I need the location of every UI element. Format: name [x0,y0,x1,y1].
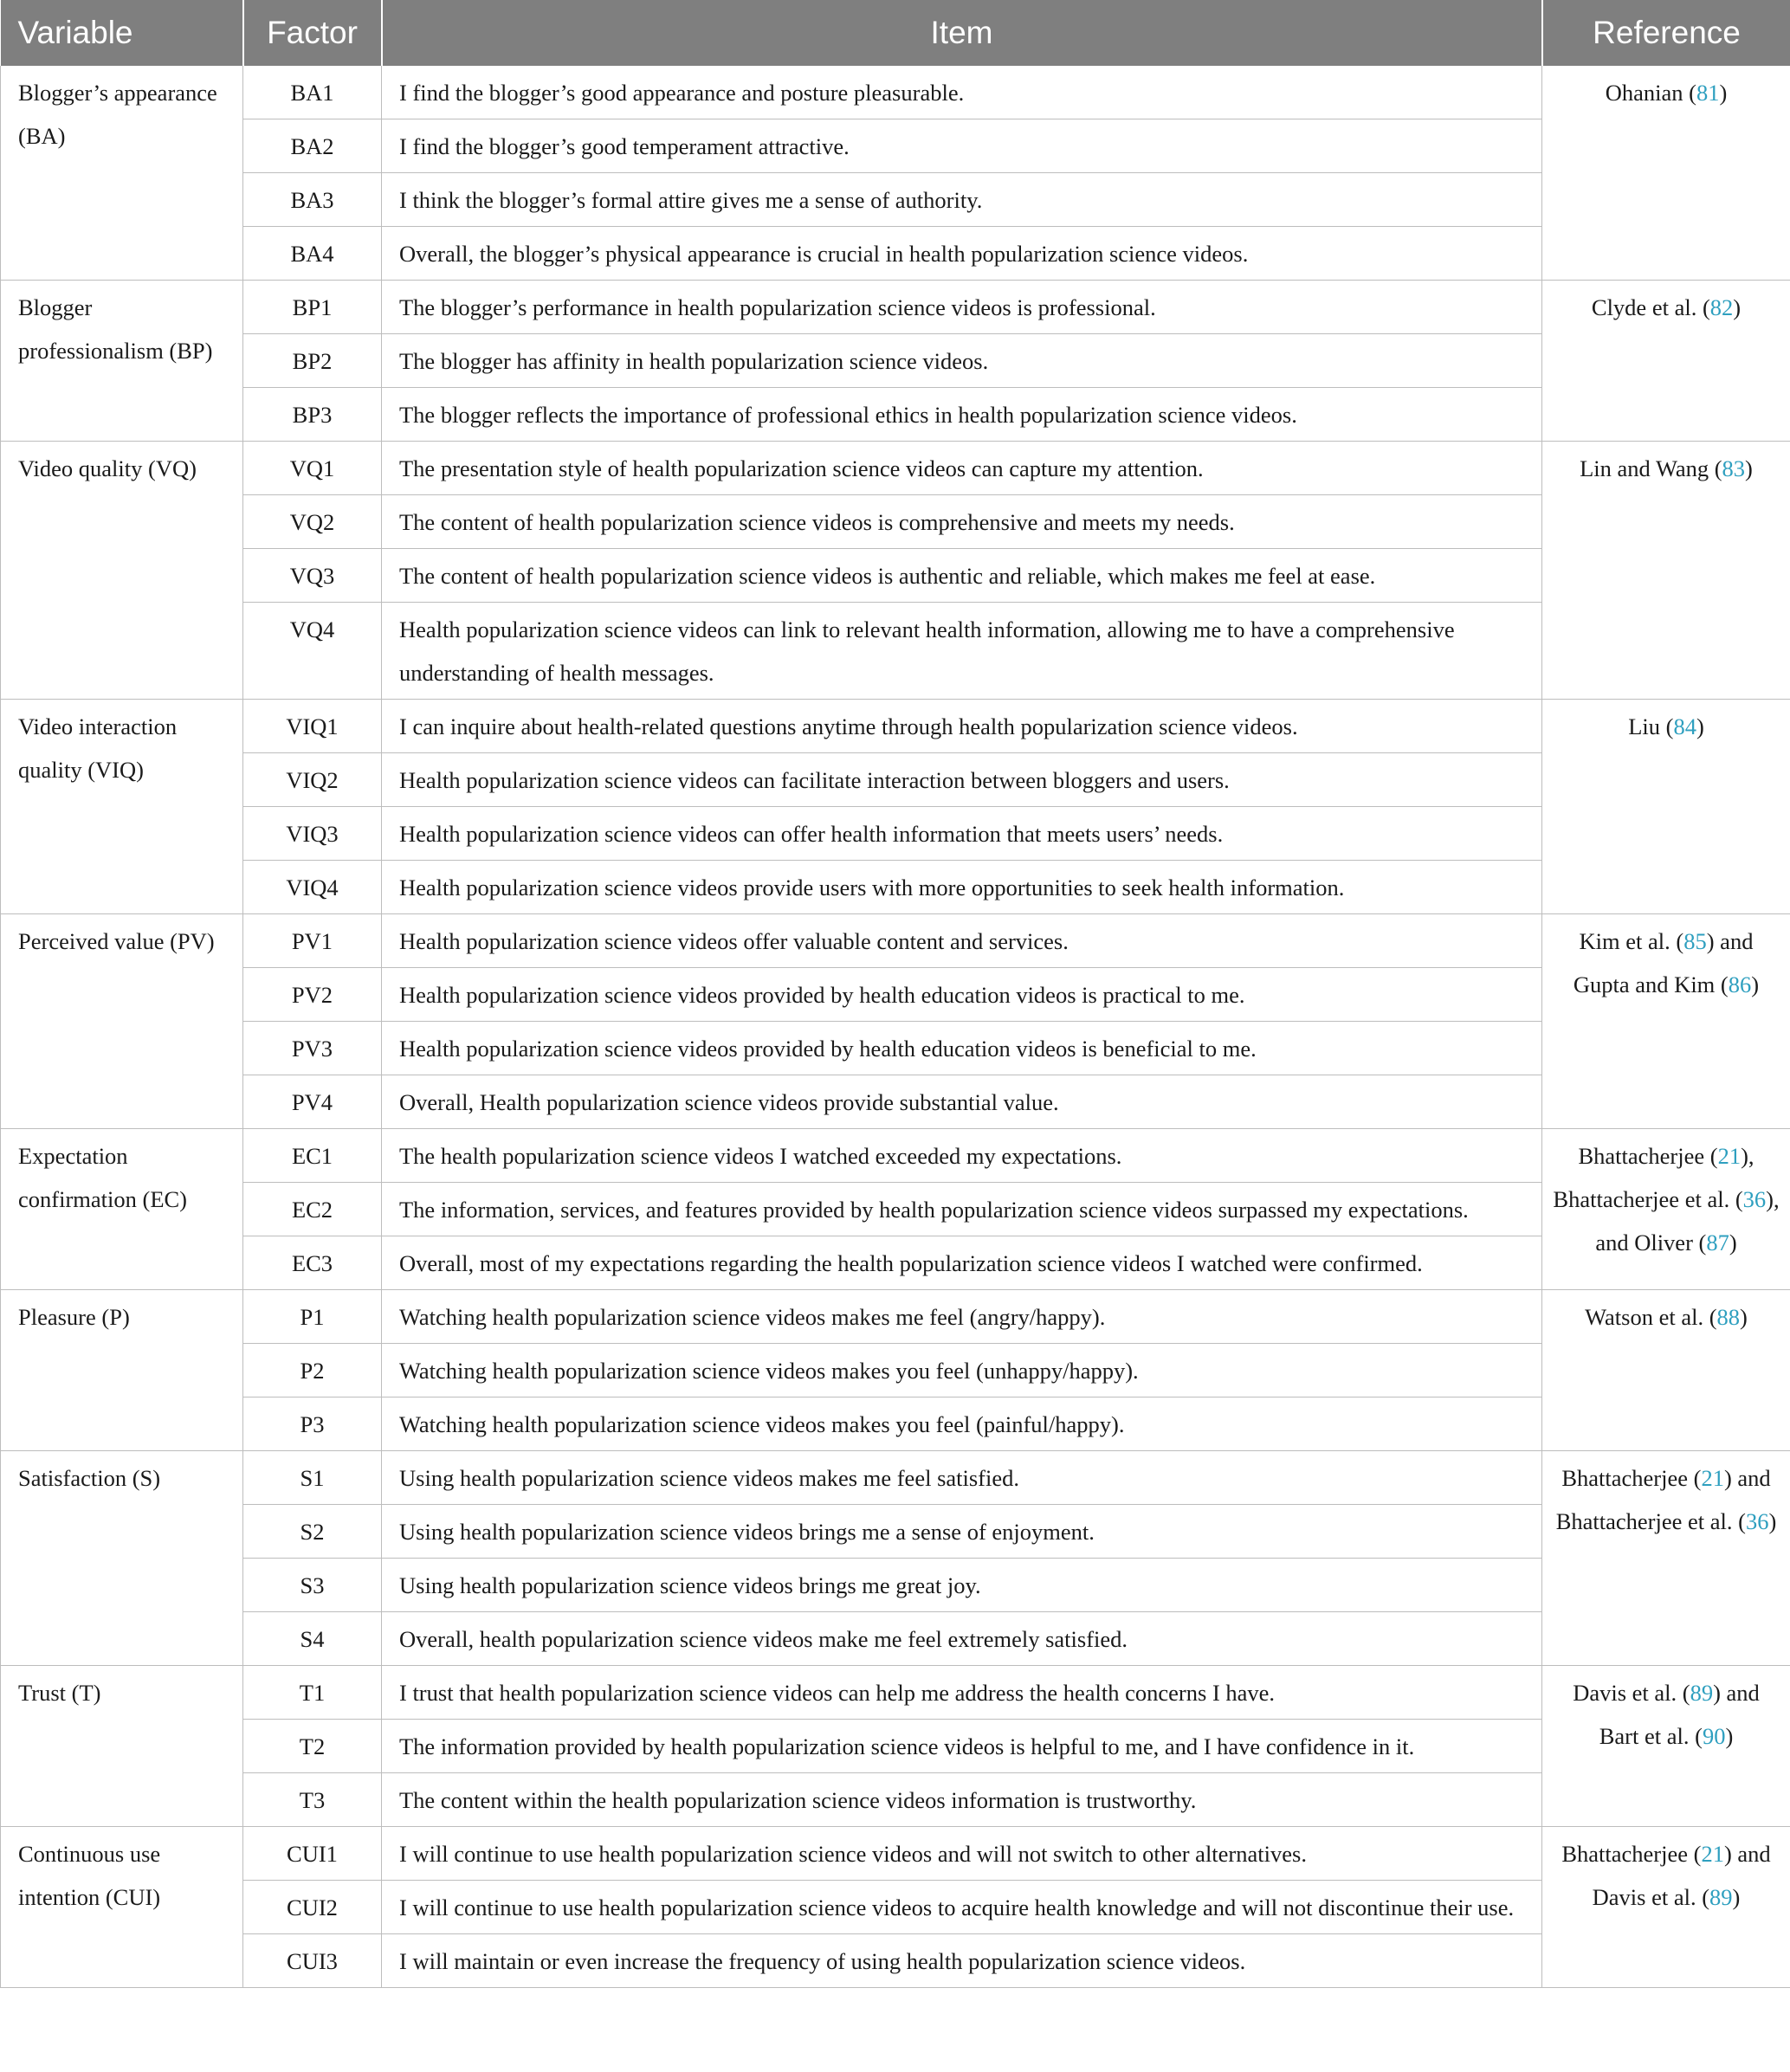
table-row [1,334,1790,388]
reference-text: Bhattacherjee ( [1578,1143,1718,1169]
table-row [1,1612,1790,1666]
reference-text: ) [1729,1230,1737,1255]
factor-cell: PV4 [243,1075,382,1129]
citation-link[interactable]: 21 [1701,1841,1724,1867]
factor-cell: EC3 [243,1236,382,1290]
factor-cell: T1 [243,1666,382,1720]
factor-cell: VQ2 [243,495,382,549]
reference-text: ) and Davis et al. ( [1592,1841,1771,1910]
item-cell: Overall, the blogger’s physical appearance is crucial in health popularization science videos. [382,227,1542,281]
item-cell: Watching health popularization science videos makes me feel (angry/happy). [382,1290,1542,1344]
item-cell: I will continue to use health popularization science videos to acquire health knowledge and will not discontinue their use. [382,1881,1542,1934]
variable-cell: Video quality (VQ) [1,442,243,700]
reference-text: ) [1732,1884,1741,1910]
item-cell: I think the blogger’s formal attire gives me a sense of authority. [382,173,1542,227]
variable-cell: Continuous use intention (CUI) [1,1827,243,1988]
table-row [1,173,1790,227]
reference-cell [1542,1290,1790,1451]
reference-cell [1542,442,1790,700]
table-row [1,1666,1790,1720]
header-variable: Variable [1,0,243,66]
citation-link[interactable]: 36 [1745,1508,1769,1534]
reference-text: Watson et al. ( [1585,1304,1717,1330]
variable-cell: Perceived value (PV) [1,914,243,1129]
citation-link[interactable]: 89 [1709,1884,1733,1910]
header-factor: Factor [243,0,382,66]
item-cell: Overall, health popularization science videos make me feel extremely satisfied. [382,1612,1542,1666]
table-row [1,1397,1790,1451]
variable-cell: Video interaction quality (VIQ) [1,700,243,914]
factor-cell: VIQ1 [243,700,382,753]
reference-text: ) [1696,713,1704,739]
item-cell: Health popularization science videos can facilitate interaction between bloggers and users. [382,753,1542,807]
item-cell: The blogger reflects the importance of professional ethics in health popularization science videos. [382,388,1542,442]
item-cell: I can inquire about health-related questions anytime through health popularization science videos. [382,700,1542,753]
variable-cell: Expectation confirmation (EC) [1,1129,243,1290]
factor-cell: T2 [243,1720,382,1773]
table-row [1,1773,1790,1827]
item-cell: I will maintain or even increase the frequency of using health popularization science videos. [382,1934,1542,1988]
reference-text: Davis et al. ( [1573,1680,1690,1706]
header-item: Item [382,0,1542,66]
factor-cell: PV3 [243,1022,382,1075]
reference-text: Kim et al. ( [1579,928,1684,954]
factor-cell: VIQ3 [243,807,382,861]
table-row [1,753,1790,807]
item-cell: The content within the health popularization science videos information is trustworthy. [382,1773,1542,1827]
table-body [1,66,1790,1988]
table-row [1,1559,1790,1612]
citation-link[interactable]: 85 [1683,928,1707,954]
item-cell: Using health popularization science videos brings me a sense of enjoyment. [382,1505,1542,1559]
variable-cell: Trust (T) [1,1666,243,1827]
variable-cell: Blogger’s appearance (BA) [1,66,243,281]
factor-cell: CUI3 [243,1934,382,1988]
citation-link[interactable]: 36 [1742,1186,1767,1212]
variable-cell: Blogger professionalism (BP) [1,281,243,442]
citation-link[interactable]: 21 [1701,1465,1724,1491]
table-row [1,388,1790,442]
item-cell: Health popularization science videos provided by health education videos is beneficial to me. [382,1022,1542,1075]
table-row [1,861,1790,914]
reference-text: ) [1719,80,1728,106]
reference-text: Clyde et al. ( [1591,294,1710,320]
factor-cell: VQ3 [243,549,382,603]
factor-cell: S4 [243,1612,382,1666]
variable-cell: Pleasure (P) [1,1290,243,1451]
table-row [1,1505,1790,1559]
table-row [1,1129,1790,1183]
factor-cell: VQ1 [243,442,382,495]
header-row [1,0,1790,66]
reference-cell [1542,66,1790,281]
factor-cell: S2 [243,1505,382,1559]
reference-text: Liu ( [1628,713,1674,739]
reference-text: ), and Oliver ( [1595,1186,1780,1255]
reference-text: ) [1768,1508,1777,1534]
factor-cell: PV1 [243,914,382,968]
table-row [1,281,1790,334]
table-row [1,1075,1790,1129]
item-cell: The content of health popularization science videos is comprehensive and meets my needs. [382,495,1542,549]
citation-link[interactable]: 21 [1717,1143,1742,1169]
item-cell: Overall, most of my expectations regarding the health popularization science videos I watched were confirmed. [382,1236,1542,1290]
item-cell: Health popularization science videos offer valuable content and services. [382,914,1542,968]
factor-cell: BA1 [243,66,382,119]
table-row [1,807,1790,861]
item-cell: The blogger’s performance in health popularization science videos is professional. [382,281,1542,334]
table-row [1,914,1790,968]
citation-link[interactable]: 89 [1690,1680,1714,1706]
reference-text: ) [1740,1304,1748,1330]
item-cell: Health popularization science videos can offer health information that meets users’ needs. [382,807,1542,861]
item-cell: Using health popularization science videos makes me feel satisfied. [382,1451,1542,1505]
factor-cell: P2 [243,1344,382,1397]
citation-link[interactable]: 90 [1702,1723,1726,1749]
reference-text: Bhattacherjee ( [1561,1465,1702,1491]
table-row [1,495,1790,549]
item-cell: The blogger has affinity in health popularization science videos. [382,334,1542,388]
citation-link[interactable]: 81 [1696,80,1720,106]
table-row [1,1236,1790,1290]
item-cell: The presentation style of health popularization science videos can capture my attention. [382,442,1542,495]
factor-cell: EC1 [243,1129,382,1183]
factor-cell: S1 [243,1451,382,1505]
reference-text: ) [1751,971,1760,997]
factor-cell: BP3 [243,388,382,442]
table-row [1,1344,1790,1397]
table-row [1,603,1790,700]
factor-cell: VIQ4 [243,861,382,914]
table-row [1,1881,1790,1934]
table-row [1,1290,1790,1344]
factor-cell: VIQ2 [243,753,382,807]
table-row [1,227,1790,281]
item-cell: Using health popularization science videos brings me great joy. [382,1559,1542,1612]
reference-cell [1542,281,1790,442]
factor-cell: S3 [243,1559,382,1612]
citation-link[interactable]: 86 [1728,971,1752,997]
table-row [1,1451,1790,1505]
table-row [1,1022,1790,1075]
table-row [1,1827,1790,1881]
table-header [1,0,1790,66]
citation-link[interactable]: 83 [1722,455,1746,481]
citation-link[interactable]: 84 [1673,713,1696,739]
reference-text: ) and Gupta and Kim ( [1573,928,1754,997]
header-reference: Reference [1542,0,1790,66]
reference-cell [1542,1129,1790,1290]
factor-cell: BA3 [243,173,382,227]
factor-cell: BA4 [243,227,382,281]
table-row [1,1720,1790,1773]
citation-link[interactable]: 88 [1716,1304,1741,1330]
item-cell: Watching health popularization science videos makes you feel (painful/happy). [382,1397,1542,1451]
factor-cell: VQ4 [243,603,382,700]
factor-cell: T3 [243,1773,382,1827]
factor-cell: PV2 [243,968,382,1022]
table-row [1,549,1790,603]
item-cell: Health popularization science videos can link to relevant health information, allowing me to have a comprehensive understanding of health messages. [382,603,1542,700]
item-cell: Health popularization science videos provide users with more opportunities to seek health information. [382,861,1542,914]
table-row [1,442,1790,495]
item-cell: I will continue to use health popularization science videos and will not switch to other alternatives. [382,1827,1542,1881]
factor-cell: EC2 [243,1183,382,1236]
item-cell: The health popularization science videos I watched exceeded my expectations. [382,1129,1542,1183]
reference-cell [1542,1666,1790,1827]
table-row [1,66,1790,119]
table-row [1,1183,1790,1236]
item-cell: Overall, Health popularization science videos provide substantial value. [382,1075,1542,1129]
item-cell: The content of health popularization science videos is authentic and reliable, which makes me feel at ease. [382,549,1542,603]
table-row [1,119,1790,173]
table-row [1,1934,1790,1988]
item-cell: Watching health popularization science videos makes you feel (unhappy/happy). [382,1344,1542,1397]
reference-text: ) and Bhattacherjee et al. ( [1555,1465,1771,1534]
reference-text: Lin and Wang ( [1580,455,1722,481]
reference-text: ) [1745,455,1753,481]
factor-cell: CUI1 [243,1827,382,1881]
reference-cell [1542,1451,1790,1666]
reference-cell [1542,914,1790,1129]
item-cell: Health popularization science videos provided by health education videos is practical to me. [382,968,1542,1022]
reference-text: Ohanian ( [1605,80,1696,106]
factor-cell: BA2 [243,119,382,173]
item-cell: I trust that health popularization science videos can help me address the health concerns I have. [382,1666,1542,1720]
reference-text: ), Bhattacherjee et al. ( [1553,1143,1754,1212]
reference-text: ) [1733,294,1742,320]
item-cell: I find the blogger’s good temperament attractive. [382,119,1542,173]
reference-cell [1542,700,1790,914]
reference-cell [1542,1827,1790,1988]
factor-cell: P3 [243,1397,382,1451]
factor-cell: BP2 [243,334,382,388]
reference-text: ) and Bart et al. ( [1599,1680,1760,1749]
factor-cell: CUI2 [243,1881,382,1934]
reference-text: ) [1725,1723,1734,1749]
factor-cell: P1 [243,1290,382,1344]
table-row [1,968,1790,1022]
factor-cell: BP1 [243,281,382,334]
item-cell: The information provided by health popularization science videos is helpful to me, and I have confidence in it. [382,1720,1542,1773]
item-cell: The information, services, and features provided by health popularization science videos surpassed my expectations. [382,1183,1542,1236]
table-row [1,700,1790,753]
variable-cell: Satisfaction (S) [1,1451,243,1666]
citation-link[interactable]: 87 [1706,1230,1729,1255]
citation-link[interactable]: 82 [1709,294,1734,320]
reference-text: Bhattacherjee ( [1561,1841,1702,1867]
item-cell: I find the blogger’s good appearance and posture pleasurable. [382,66,1542,119]
